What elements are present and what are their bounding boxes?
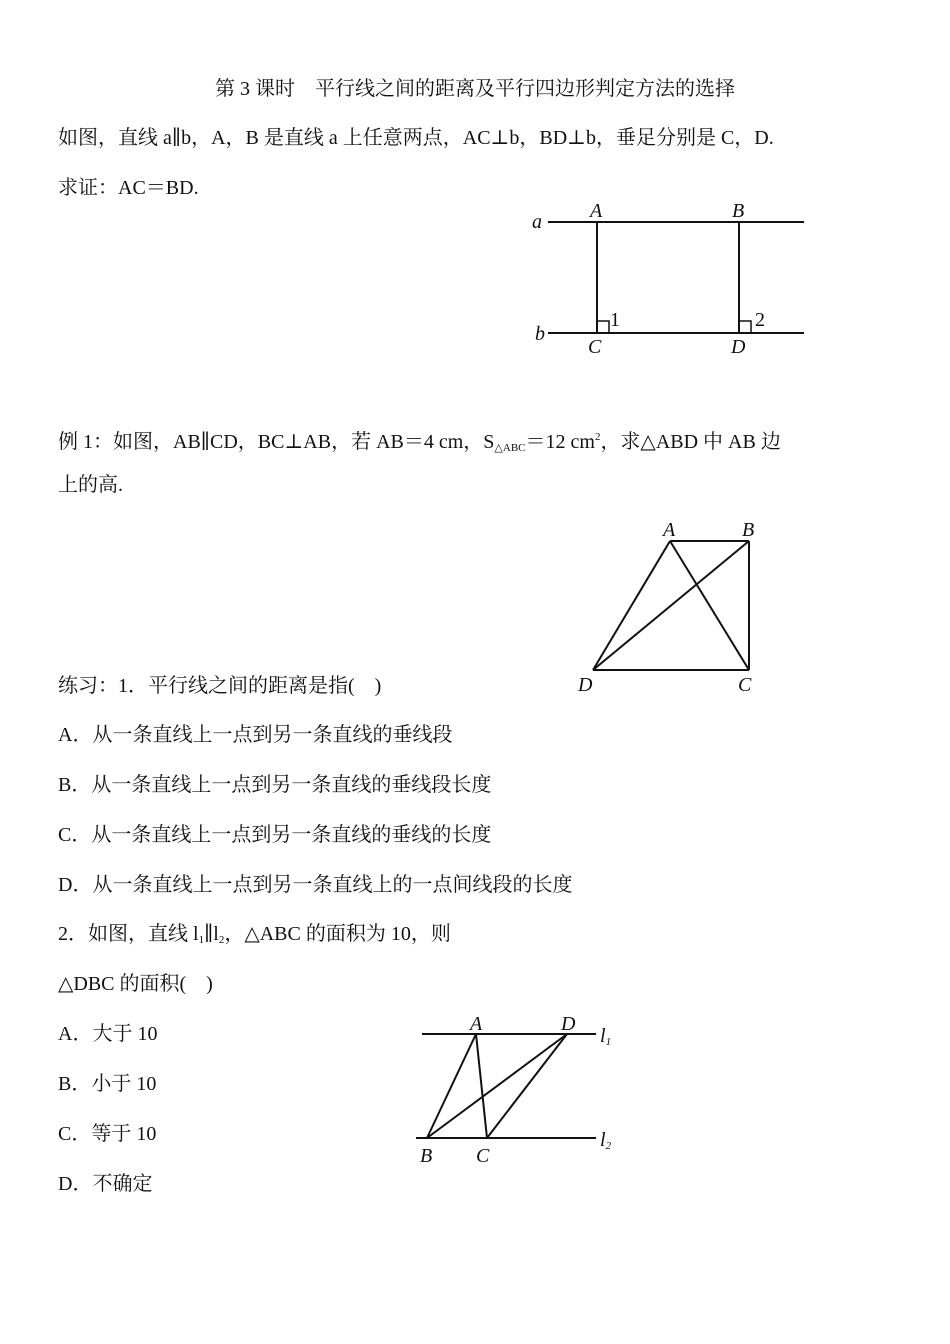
example1-text-a: 例 1：如图，AB∥CD，BC⊥AB，若 AB＝4 cm，S (58, 431, 495, 453)
figure-parallel-triangles (416, 1013, 612, 1167)
segment-fig3-ab (427, 1034, 476, 1138)
label-point-b: B (732, 200, 745, 222)
page-title: 第 3 课时 平行线之间的距离及平行四边形判定方法的选择 (215, 78, 735, 100)
exercise2-text-b: ∥l (204, 923, 219, 945)
intro-line-1: 如图，直线 a∥b，A，B 是直线 a 上任意两点，AC⊥b，BD⊥b，垂足分别是 C，D. (58, 127, 774, 149)
segment-da (593, 541, 670, 670)
intro-line-2: 求证：AC＝BD. (58, 177, 199, 199)
fig3-label-b: B (420, 1145, 433, 1167)
fig3-label-d: D (561, 1013, 576, 1035)
exercise2-sub-2: 2 (218, 934, 225, 946)
exercise1-option-a: A．从一条直线上一点到另一条直线的垂线段 (58, 724, 453, 746)
right-angle-mark-2 (739, 321, 751, 333)
fig3-label-l2: l2 (600, 1129, 612, 1152)
exercise2-text-c: ，△ABC 的面积为 10，则 (224, 923, 451, 945)
figure-trapezoid (577, 519, 754, 696)
exercise2-text-a: 2．如图，直线 l (58, 923, 199, 945)
segment-fig3-ac (476, 1034, 487, 1138)
label-angle-2: 2 (755, 309, 765, 331)
example1-sub: △ABC (494, 442, 526, 454)
fig2-label-d: D (578, 674, 593, 696)
exercise1-question: 练习：1．平行线之间的距离是指( ) (58, 675, 382, 697)
segment-ac-diagonal (670, 541, 749, 670)
label-point-c: C (588, 336, 602, 358)
example1-line-2: 上的高. (58, 474, 123, 496)
label-line-b: b (535, 323, 545, 345)
fig3-label-a: A (470, 1013, 483, 1035)
example1-line-1 (58, 423, 781, 462)
segment-db-diagonal (593, 541, 749, 670)
exercise2-option-d: D．不确定 (58, 1173, 153, 1195)
exercise1-option-b: B．从一条直线上一点到另一条直线的垂线段长度 (58, 774, 492, 796)
exercise1-option-c: C．从一条直线上一点到另一条直线的垂线的长度 (58, 824, 492, 846)
fig3-label-l1: l1 (600, 1025, 612, 1048)
segment-fig3-bd (427, 1034, 567, 1138)
exercise2-option-c: C．等于 10 (58, 1123, 157, 1145)
fig3-label-c: C (476, 1145, 490, 1167)
label-angle-1: 1 (610, 309, 620, 331)
label-point-d: D (731, 336, 746, 358)
exercise2-option-a: A．大于 10 (58, 1023, 158, 1045)
exercise2-question-line-2: △DBC 的面积( ) (58, 973, 213, 995)
exercise2-question (58, 920, 451, 954)
label-line-a: a (532, 211, 542, 233)
exercise2-sub-1: 1 (198, 934, 205, 946)
segment-fig3-cd (487, 1034, 567, 1138)
example1-sup: 2 (594, 431, 601, 443)
example1-text-b: ＝12 cm (525, 431, 595, 453)
fig2-label-a: A (663, 519, 676, 541)
example1-text-c: ，求△ABD 中 AB 边 (600, 431, 781, 453)
fig2-label-c: C (738, 674, 752, 696)
exercise1-option-d: D．从一条直线上一点到另一条直线上的一点间线段的长度 (58, 874, 573, 896)
exercise2-option-b: B．小于 10 (58, 1073, 157, 1095)
fig2-label-b: B (742, 519, 755, 541)
right-angle-mark-1 (597, 321, 609, 333)
label-point-a: A (590, 200, 603, 222)
